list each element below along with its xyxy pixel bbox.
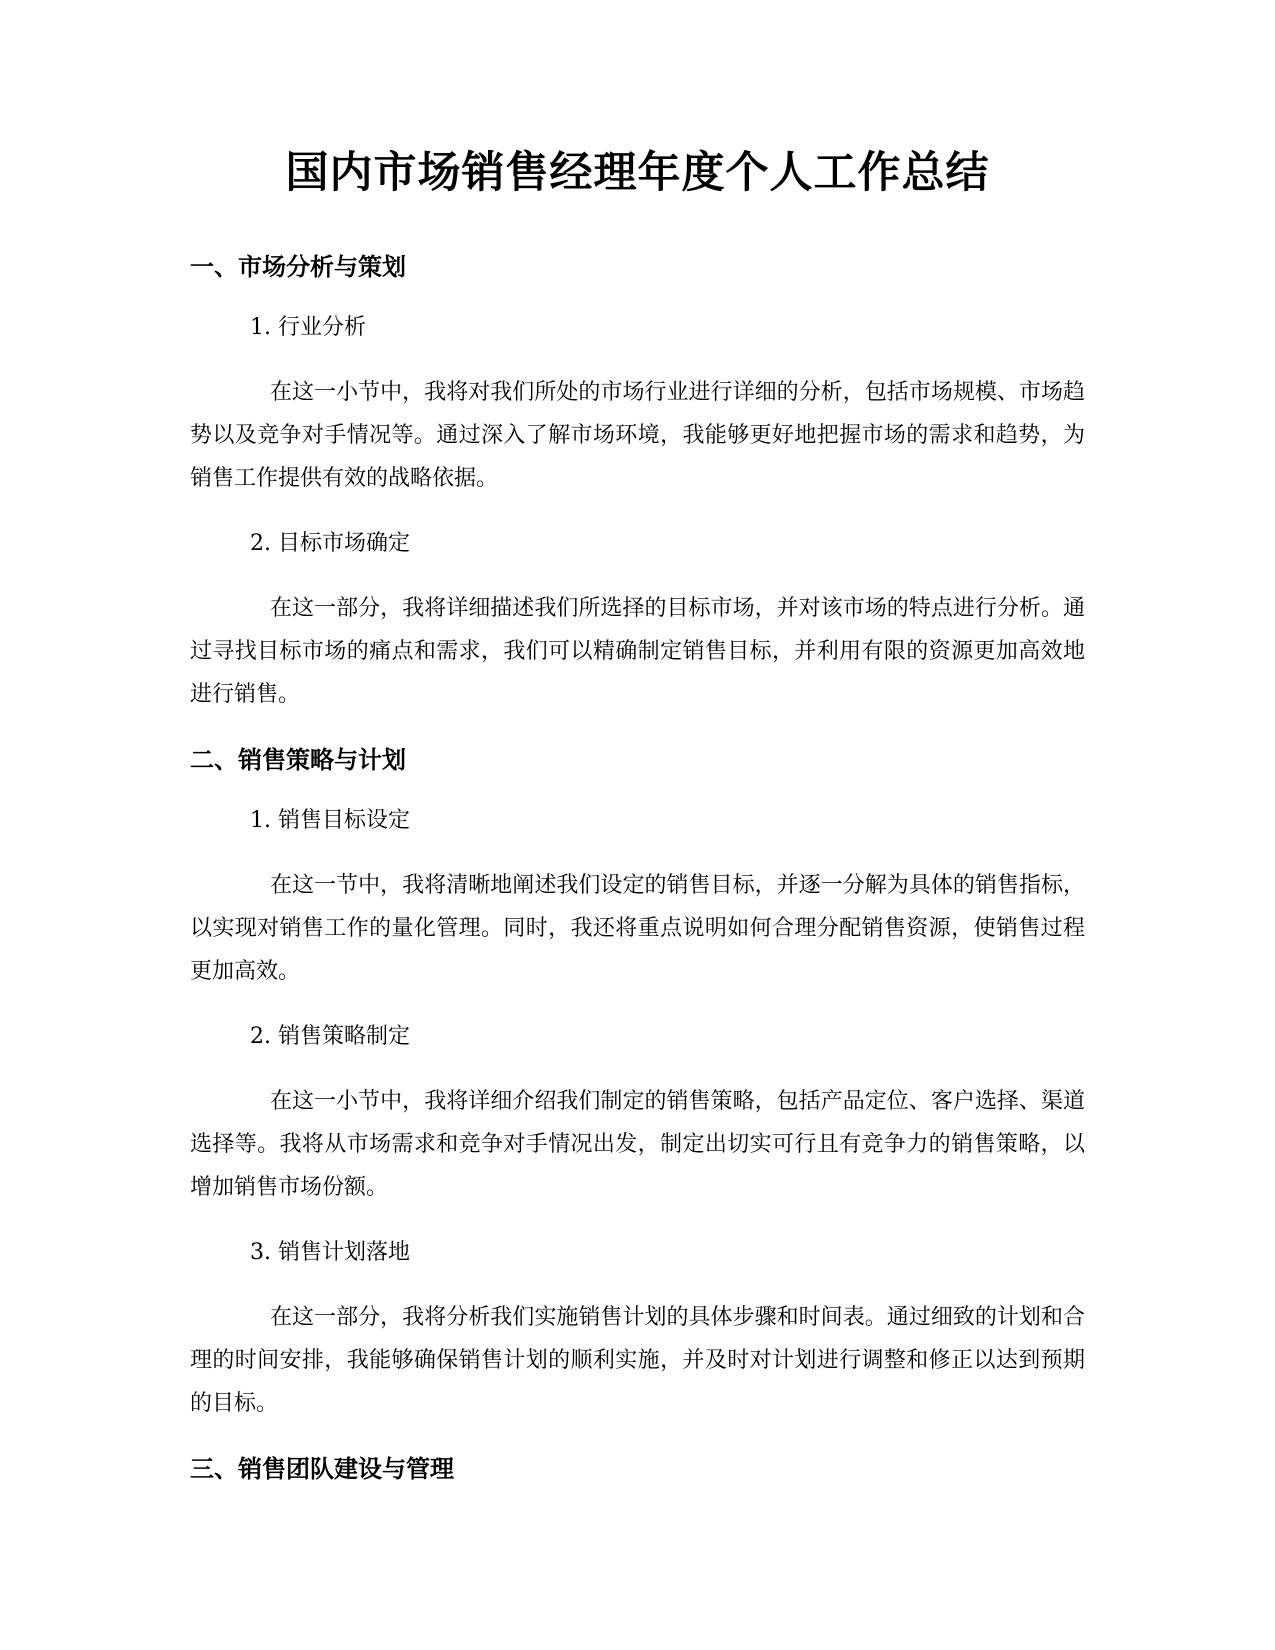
subsection-title-2-3: 3. 销售计划落地 [250, 1240, 410, 1265]
paragraph-2-1: 在这一节中，我将清晰地阐述我们设定的销售目标，并逐一分解为具体的销售指标，以实现对销售工作的量化管理。同时，我还将重点说明如何合理分配销售资源，使销售过程更加高效。 [190, 873, 1085, 984]
document-title: 国内市场销售经理年度个人工作总结 [285, 148, 990, 198]
subsection-title-2-2: 2. 销售策略制定 [250, 1024, 410, 1049]
subsection-title-1-1: 1. 行业分析 [250, 315, 366, 340]
subsection-title-1-2: 2. 目标市场确定 [250, 531, 410, 556]
subsection-title-2-1: 1. 销售目标设定 [250, 808, 410, 833]
section-heading-3: 三、销售团队建设与管理 [190, 1455, 454, 1483]
paragraph-2-3: 在这一部分，我将分析我们实施销售计划的具体步骤和时间表。通过细致的计划和合理的时间安排，我能够确保销售计划的顺利实施，并及时对计划进行调整和修正以达到预期的目标。 [190, 1305, 1085, 1416]
section-heading-1: 一、市场分析与策划 [190, 253, 406, 281]
paragraph-1-1: 在这一小节中，我将对我们所处的市场行业进行详细的分析，包括市场规模、市场趋势以及竞争对手情况等。通过深入了解市场环境，我能够更好地把握市场的需求和趋势，为销售工作提供有效的战略依据。 [190, 380, 1085, 491]
paragraph-1-2: 在这一部分，我将详细描述我们所选择的目标市场，并对该市场的特点进行分析。通过寻找目标市场的痛点和需求，我们可以精确制定销售目标，并利用有限的资源更加高效地进行销售。 [190, 596, 1085, 707]
section-heading-2: 二、销售策略与计划 [190, 746, 406, 774]
paragraph-2-2: 在这一小节中，我将详细介绍我们制定的销售策略，包括产品定位、客户选择、渠道选择等。我将从市场需求和竞争对手情况出发，制定出切实可行且有竞争力的销售策略，以增加销售市场份额。 [190, 1089, 1085, 1200]
